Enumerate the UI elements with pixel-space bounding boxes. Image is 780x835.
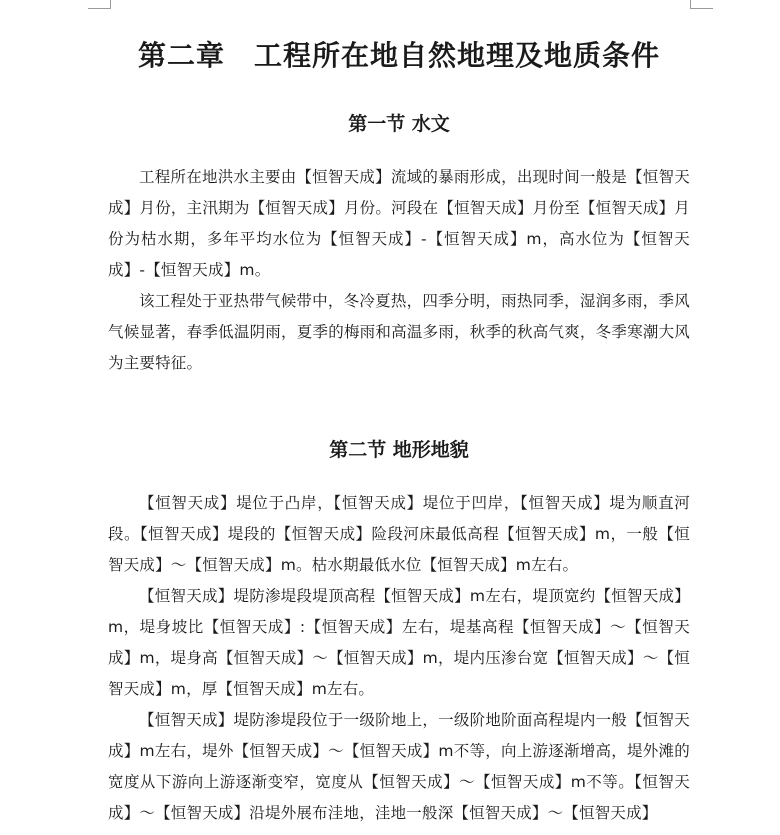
chapter-title: 第二章 工程所在地自然地理及地质条件 bbox=[137, 39, 660, 72]
paragraph: 【恒智天成】堤位于凸岸，【恒智天成】堤位于凹岸，【恒智天成】堤为顺直河段。【恒智天成】堤段的【恒智天成】险段河床最低高程【恒智天成】m，一般【恒智天成】～【恒智天成】m。枯水期最低水位【恒智天成】m左右。 bbox=[108, 494, 690, 574]
section-body-topography bbox=[108, 488, 690, 829]
section-title-hydrology: 第一节 水文 bbox=[348, 113, 450, 135]
paragraph: 该工程处于亚热带气候带中，冬冷夏热，四季分明，雨热同季，湿润多雨，季风气候显著，春季低温阴雨，夏季的梅雨和高温多雨，秋季的秋高气爽，冬季寒潮大风为主要特征。 bbox=[108, 292, 690, 372]
section-body-hydrology bbox=[108, 162, 690, 379]
paragraph: 【恒智天成】堤防渗堤段堤顶高程【恒智天成】m左右，堤顶宽约【恒智天成】m，堤身坡比【恒智天成】:【恒智天成】左右，堤基高程【恒智天成】～【恒智天成】m，堤身高【恒智天成】～【恒智天成】m，堤内压渗台宽【恒智天成】～【恒智天成】m，厚【恒智天成】m左右。 bbox=[108, 587, 690, 698]
page-corner-mark-left bbox=[88, 0, 111, 9]
paragraph: 工程所在地洪水主要由【恒智天成】流域的暴雨形成，出现时间一般是【恒智天成】月份，主汛期为【恒智天成】月份。河段在【恒智天成】月份至【恒智天成】月份为枯水期，多年平均水位为【恒智天成】-【恒智天成】m，高水位为【恒智天成】-【恒智天成】m。 bbox=[108, 168, 690, 279]
section-title-topography: 第二节 地形地貌 bbox=[329, 439, 469, 461]
page-corner-mark-right bbox=[690, 0, 713, 9]
paragraph: 【恒智天成】堤防渗堤段位于一级阶地上，一级阶地阶面高程堤内一般【恒智天成】m左右，堤外【恒智天成】～【恒智天成】m不等，向上游逐渐增高，堤外滩的宽度从下游向上游逐渐变窄，宽度从【恒智天成】～【恒智天成】m不等。【恒智天成】～【恒智天成】沿堤外展布洼地，洼地一般深【恒智天成】～【恒智天成】 bbox=[108, 711, 690, 822]
